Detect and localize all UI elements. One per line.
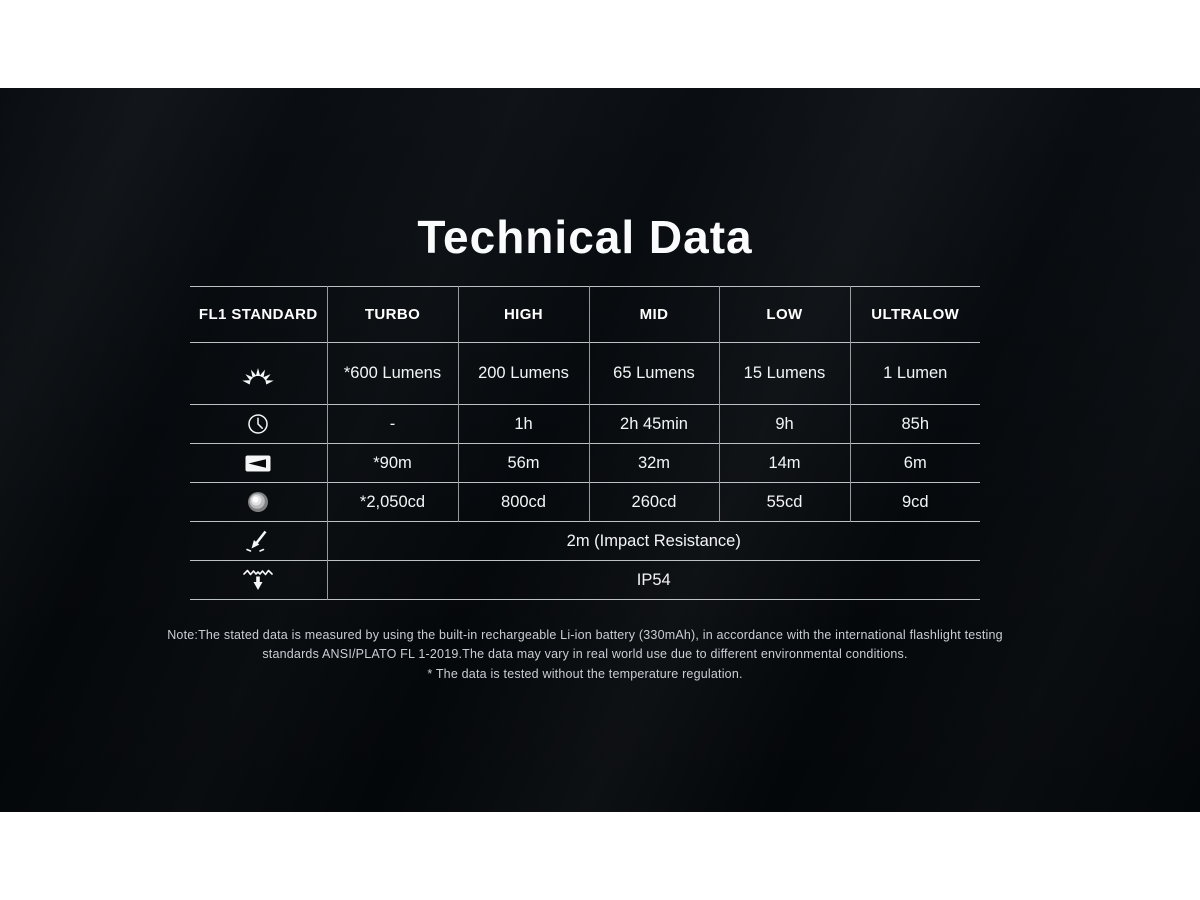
table-cell: 200 Lumens bbox=[458, 343, 589, 405]
table-row-beam-intensity bbox=[190, 483, 980, 522]
beam-intensity-icon bbox=[190, 491, 327, 513]
beam-distance-icon bbox=[190, 455, 327, 472]
brightness-icon bbox=[190, 362, 327, 386]
header-high: HIGH bbox=[458, 287, 589, 343]
table-header-row bbox=[190, 287, 980, 343]
table-row-runtime bbox=[190, 405, 980, 444]
slide-content bbox=[0, 210, 1200, 684]
table-cell: 65 Lumens bbox=[589, 343, 719, 405]
table-cell: 6m bbox=[903, 453, 927, 472]
header-fl1-standard: FL1 STANDARD bbox=[190, 287, 327, 343]
header-low: LOW bbox=[719, 287, 850, 343]
table-cell: 32m bbox=[589, 444, 719, 483]
table-cell: 800cd bbox=[458, 483, 589, 522]
table-cell-span: IP54 bbox=[636, 570, 671, 589]
page-title: Technical Data bbox=[417, 211, 753, 263]
footnote-line: Note:The stated data is measured by using the built-in rechargeable Li-ion battery (330mAh), in accordance with the international flashlight testing bbox=[167, 628, 1003, 642]
table-cell: 85h bbox=[901, 414, 930, 433]
footnote-line: standards ANSI/PLATO FL 1-2019.The data may vary in real world use due to different environmental conditions. bbox=[262, 647, 908, 662]
table-cell-span: 2m (Impact Resistance) bbox=[566, 531, 741, 550]
table-cell: 9h bbox=[719, 405, 850, 444]
slide-background bbox=[0, 88, 1200, 812]
table-cell: 55cd bbox=[719, 483, 850, 522]
table-cell: - bbox=[327, 405, 458, 444]
table-row-impact-resistance bbox=[190, 522, 980, 561]
table-cell: 14m bbox=[719, 444, 850, 483]
table-cell: 15 Lumens bbox=[719, 343, 850, 405]
technical-data-table bbox=[190, 286, 980, 600]
table-cell: 9cd bbox=[901, 492, 929, 511]
table-cell: 2h 45min bbox=[589, 405, 719, 444]
table-cell: 56m bbox=[458, 444, 589, 483]
table-cell: 1 Lumen bbox=[883, 364, 948, 382]
table-row-beam-distance bbox=[190, 444, 980, 483]
runtime-icon bbox=[190, 412, 327, 436]
table-cell: *600 Lumens bbox=[327, 343, 458, 405]
table-cell: 1h bbox=[458, 405, 589, 444]
table-row-waterproof bbox=[190, 561, 980, 600]
header-mid: MID bbox=[589, 287, 719, 343]
table-row-brightness bbox=[190, 343, 980, 405]
table-cell: *2,050cd bbox=[327, 483, 458, 522]
header-ultralow: ULTRALOW bbox=[871, 306, 960, 323]
footnote-line: * The data is tested without the temperature regulation. bbox=[427, 666, 743, 681]
footnote-block bbox=[0, 626, 1170, 684]
table-cell: *90m bbox=[327, 444, 458, 483]
impact-resistance-icon bbox=[190, 529, 327, 553]
table-cell: 260cd bbox=[589, 483, 719, 522]
header-turbo: TURBO bbox=[327, 287, 458, 343]
waterproof-icon bbox=[190, 568, 327, 592]
